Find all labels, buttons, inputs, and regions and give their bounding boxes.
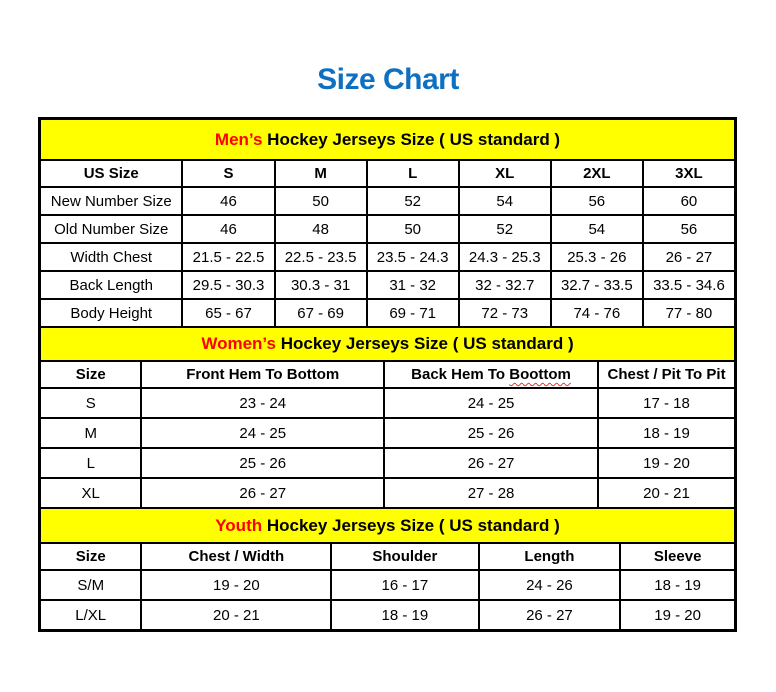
row-label: New Number Size bbox=[40, 187, 182, 215]
size-value-cell: 23 - 24 bbox=[141, 388, 384, 418]
table-row bbox=[40, 388, 735, 418]
column-header: M bbox=[275, 160, 367, 187]
youth-section-highlight: Youth bbox=[215, 515, 263, 535]
size-value-cell: 25.3 - 26 bbox=[551, 243, 643, 271]
column-header: Shoulder bbox=[331, 543, 478, 570]
table-row bbox=[40, 600, 735, 630]
size-value-cell: 60 bbox=[643, 187, 735, 215]
size-value-cell: 24.3 - 25.3 bbox=[459, 243, 551, 271]
womens-header-row bbox=[40, 361, 735, 388]
size-value-cell: 20 - 21 bbox=[141, 600, 331, 630]
size-value-cell: 26 - 27 bbox=[141, 478, 384, 508]
size-value-cell: 19 - 20 bbox=[141, 570, 331, 600]
size-value-cell: 52 bbox=[367, 187, 459, 215]
size-value-cell: 74 - 76 bbox=[551, 299, 643, 327]
size-value-cell: 26 - 27 bbox=[479, 600, 621, 630]
size-value-cell: 16 - 17 bbox=[331, 570, 478, 600]
size-value-cell: 24 - 25 bbox=[141, 418, 384, 448]
size-chart-tables bbox=[38, 117, 737, 632]
size-value-cell: 27 - 28 bbox=[384, 478, 598, 508]
size-value-cell: 20 - 21 bbox=[598, 478, 735, 508]
column-header: Length bbox=[479, 543, 621, 570]
size-value-cell: 67 - 69 bbox=[275, 299, 367, 327]
column-header: XL bbox=[459, 160, 551, 187]
mens-section-header bbox=[40, 119, 735, 160]
size-value-cell: 24 - 25 bbox=[384, 388, 598, 418]
table-row bbox=[40, 187, 735, 215]
size-value-cell: 17 - 18 bbox=[598, 388, 735, 418]
table-row bbox=[40, 478, 735, 508]
mens-size-table bbox=[39, 118, 736, 328]
column-header: 3XL bbox=[643, 160, 735, 187]
womens-section-highlight: Women’s bbox=[201, 334, 276, 353]
size-value-cell: 31 - 32 bbox=[367, 271, 459, 299]
size-value-cell: 46 bbox=[182, 215, 274, 243]
size-value-cell: 25 - 26 bbox=[384, 418, 598, 448]
row-label: S/M bbox=[40, 570, 141, 600]
size-value-cell: 22.5 - 23.5 bbox=[275, 243, 367, 271]
size-value-cell: 26 - 27 bbox=[384, 448, 598, 478]
size-value-cell: 23.5 - 24.3 bbox=[367, 243, 459, 271]
row-label: XL bbox=[40, 478, 141, 508]
mens-header-row bbox=[40, 160, 735, 187]
row-label: S bbox=[40, 388, 141, 418]
column-header: L bbox=[367, 160, 459, 187]
youth-section-band bbox=[40, 508, 735, 543]
column-header-back-hem bbox=[384, 361, 598, 388]
size-value-cell: 18 - 19 bbox=[331, 600, 478, 630]
womens-section-title-rest: Hockey Jerseys Size ( US standard ) bbox=[275, 334, 574, 353]
row-label: Back Length bbox=[40, 271, 182, 299]
column-header: Sleeve bbox=[620, 543, 735, 570]
womens-section-header bbox=[40, 327, 735, 361]
size-value-cell: 32.7 - 33.5 bbox=[551, 271, 643, 299]
womens-section-band bbox=[40, 327, 735, 361]
size-value-cell: 18 - 19 bbox=[620, 570, 735, 600]
table-row bbox=[40, 448, 735, 478]
size-value-cell: 50 bbox=[367, 215, 459, 243]
size-value-cell: 29.5 - 30.3 bbox=[182, 271, 274, 299]
youth-section-header bbox=[40, 508, 735, 543]
table-row bbox=[40, 243, 735, 271]
column-header: Chest / Width bbox=[141, 543, 331, 570]
youth-header-row bbox=[40, 543, 735, 570]
row-label: Body Height bbox=[40, 299, 182, 327]
size-value-cell: 50 bbox=[275, 187, 367, 215]
column-header: Front Hem To Bottom bbox=[141, 361, 384, 388]
mens-section-highlight: Men’s bbox=[214, 129, 263, 149]
table-row bbox=[40, 299, 735, 327]
size-value-cell: 19 - 20 bbox=[598, 448, 735, 478]
size-value-cell: 25 - 26 bbox=[141, 448, 384, 478]
column-header: Size bbox=[40, 361, 141, 388]
column-header: S bbox=[182, 160, 274, 187]
table-row bbox=[40, 215, 735, 243]
table-row bbox=[40, 570, 735, 600]
size-value-cell: 72 - 73 bbox=[459, 299, 551, 327]
size-value-cell: 52 bbox=[459, 215, 551, 243]
youth-section-title-rest: Hockey Jerseys Size ( US standard ) bbox=[262, 515, 560, 535]
mens-section-title-rest: Hockey Jerseys Size ( US standard ) bbox=[262, 129, 561, 149]
row-label: L/XL bbox=[40, 600, 141, 630]
size-value-cell: 33.5 - 34.6 bbox=[643, 271, 735, 299]
size-value-cell: 54 bbox=[459, 187, 551, 215]
womens-size-table bbox=[39, 326, 736, 509]
size-value-cell: 54 bbox=[551, 215, 643, 243]
size-value-cell: 32 - 32.7 bbox=[459, 271, 551, 299]
size-value-cell: 19 - 20 bbox=[620, 600, 735, 630]
size-value-cell: 56 bbox=[551, 187, 643, 215]
size-value-cell: 48 bbox=[275, 215, 367, 243]
size-value-cell: 65 - 67 bbox=[182, 299, 274, 327]
column-header: 2XL bbox=[551, 160, 643, 187]
size-value-cell: 18 - 19 bbox=[598, 418, 735, 448]
youth-size-table bbox=[39, 507, 736, 631]
size-value-cell: 46 bbox=[182, 187, 274, 215]
column-header: Chest / Pit To Pit bbox=[598, 361, 735, 388]
size-value-cell: 56 bbox=[643, 215, 735, 243]
column-header: US Size bbox=[40, 160, 182, 187]
table-row bbox=[40, 271, 735, 299]
size-value-cell: 21.5 - 22.5 bbox=[182, 243, 274, 271]
size-value-cell: 24 - 26 bbox=[479, 570, 621, 600]
table-row bbox=[40, 418, 735, 448]
row-label: Old Number Size bbox=[40, 215, 182, 243]
size-value-cell: 30.3 - 31 bbox=[275, 271, 367, 299]
page-title: Size Chart bbox=[317, 63, 459, 96]
size-value-cell: 69 - 71 bbox=[367, 299, 459, 327]
row-label: L bbox=[40, 448, 141, 478]
back-hem-label-prefix: Back Hem To bbox=[411, 366, 510, 383]
column-header: Size bbox=[40, 543, 141, 570]
back-hem-misspelled-word: Boottom bbox=[509, 366, 571, 383]
mens-section-band bbox=[40, 119, 735, 160]
row-label: Width Chest bbox=[40, 243, 182, 271]
size-value-cell: 77 - 80 bbox=[643, 299, 735, 327]
row-label: M bbox=[40, 418, 141, 448]
size-value-cell: 26 - 27 bbox=[643, 243, 735, 271]
